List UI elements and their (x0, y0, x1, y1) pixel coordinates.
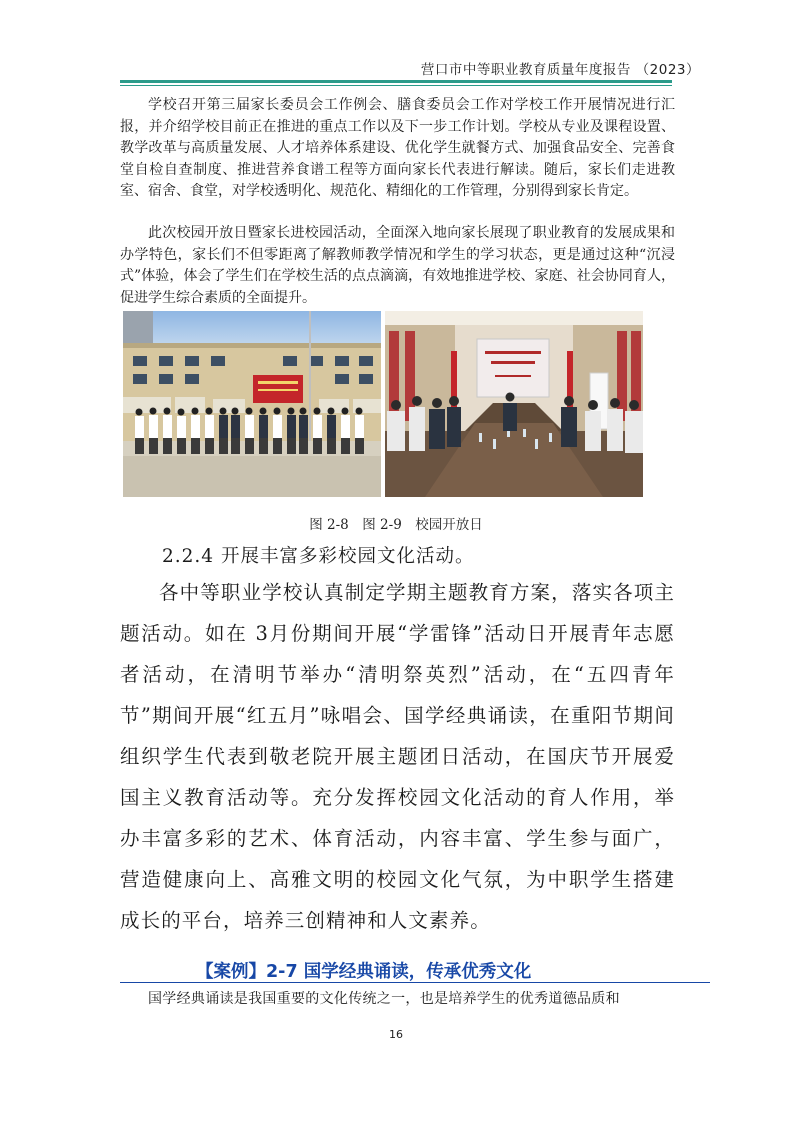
section-heading: 2.2.4 开展丰富多彩校园文化活动。 (162, 546, 475, 567)
header-rule-thin (120, 85, 672, 86)
figure-caption: 图 2-8 图 2-9 校园开放日 (309, 517, 483, 533)
case-divider (120, 982, 710, 983)
section-body: 各中等职业学校认真制定学期主题教育方案，落实各项主题活动。如在 3月份期间开展“学雷锋”活动日开展青年志愿者活动，在清明节举办“清明祭英烈”活动，在“五四青年节”期间开展“红五月”咏唱会、国学经典诵读，在重阳节期间组织学生代表到敬老院开展主题团日活动，在国庆节开展爱国主义教育活动等。充分发挥校园文化活动的育人作用，举办丰富多彩的艺术、体育活动，内容丰富、学生参与面广，营造健康向上、高雅文明的校园文化气氛，为中职学生搭建成长的平台，培养三创精神和人文素养。 (120, 581, 675, 932)
header-rule (120, 80, 672, 83)
photo-meeting-room (385, 311, 643, 497)
case-heading: 【案例】2-7 国学经典诵读，传承优秀文化 (196, 962, 532, 982)
header-title: 营口市中等职业教育质量年度报告 （2023） (420, 62, 700, 78)
paragraph-parent-committee: 学校召开第三届家长委员会工作例会、膳食委员会工作对学校工作开展情况进行汇报，并介绍学校目前正在推进的重点工作以及下一步工作计划。学校从专业及课程设置、教学改革与高质量发展、人才培养体系建设、优化学生就餐方式、加强食品安全、完善食堂自检自查制度、推进营养食谱工程等方面向家长代表进行解读。随后，家长们走进教室、宿舍、食堂，对学校透明化、规范化、精细化的工作管理，分别得到家长肯定。 (120, 97, 675, 199)
case-body: 国学经典诵读是我国重要的文化传统之一，也是培养学生的优秀道德品质和 (148, 991, 620, 1007)
photo-group-outside-building (123, 311, 381, 497)
page-number: 16 (389, 1028, 403, 1041)
paragraph-open-day: 此次校园开放日暨家长进校园活动，全面深入地向家长展现了职业教育的发展成果和办学特色，家长们不但零距离了解教师教学情况和学生的学习状态，更是通过这种“沉浸式”体验，体会了学生们在学校生活的点点滴滴，有效地推进学校、家庭、社会协同育人，促进学生综合素质的全面提升。 (120, 225, 675, 306)
